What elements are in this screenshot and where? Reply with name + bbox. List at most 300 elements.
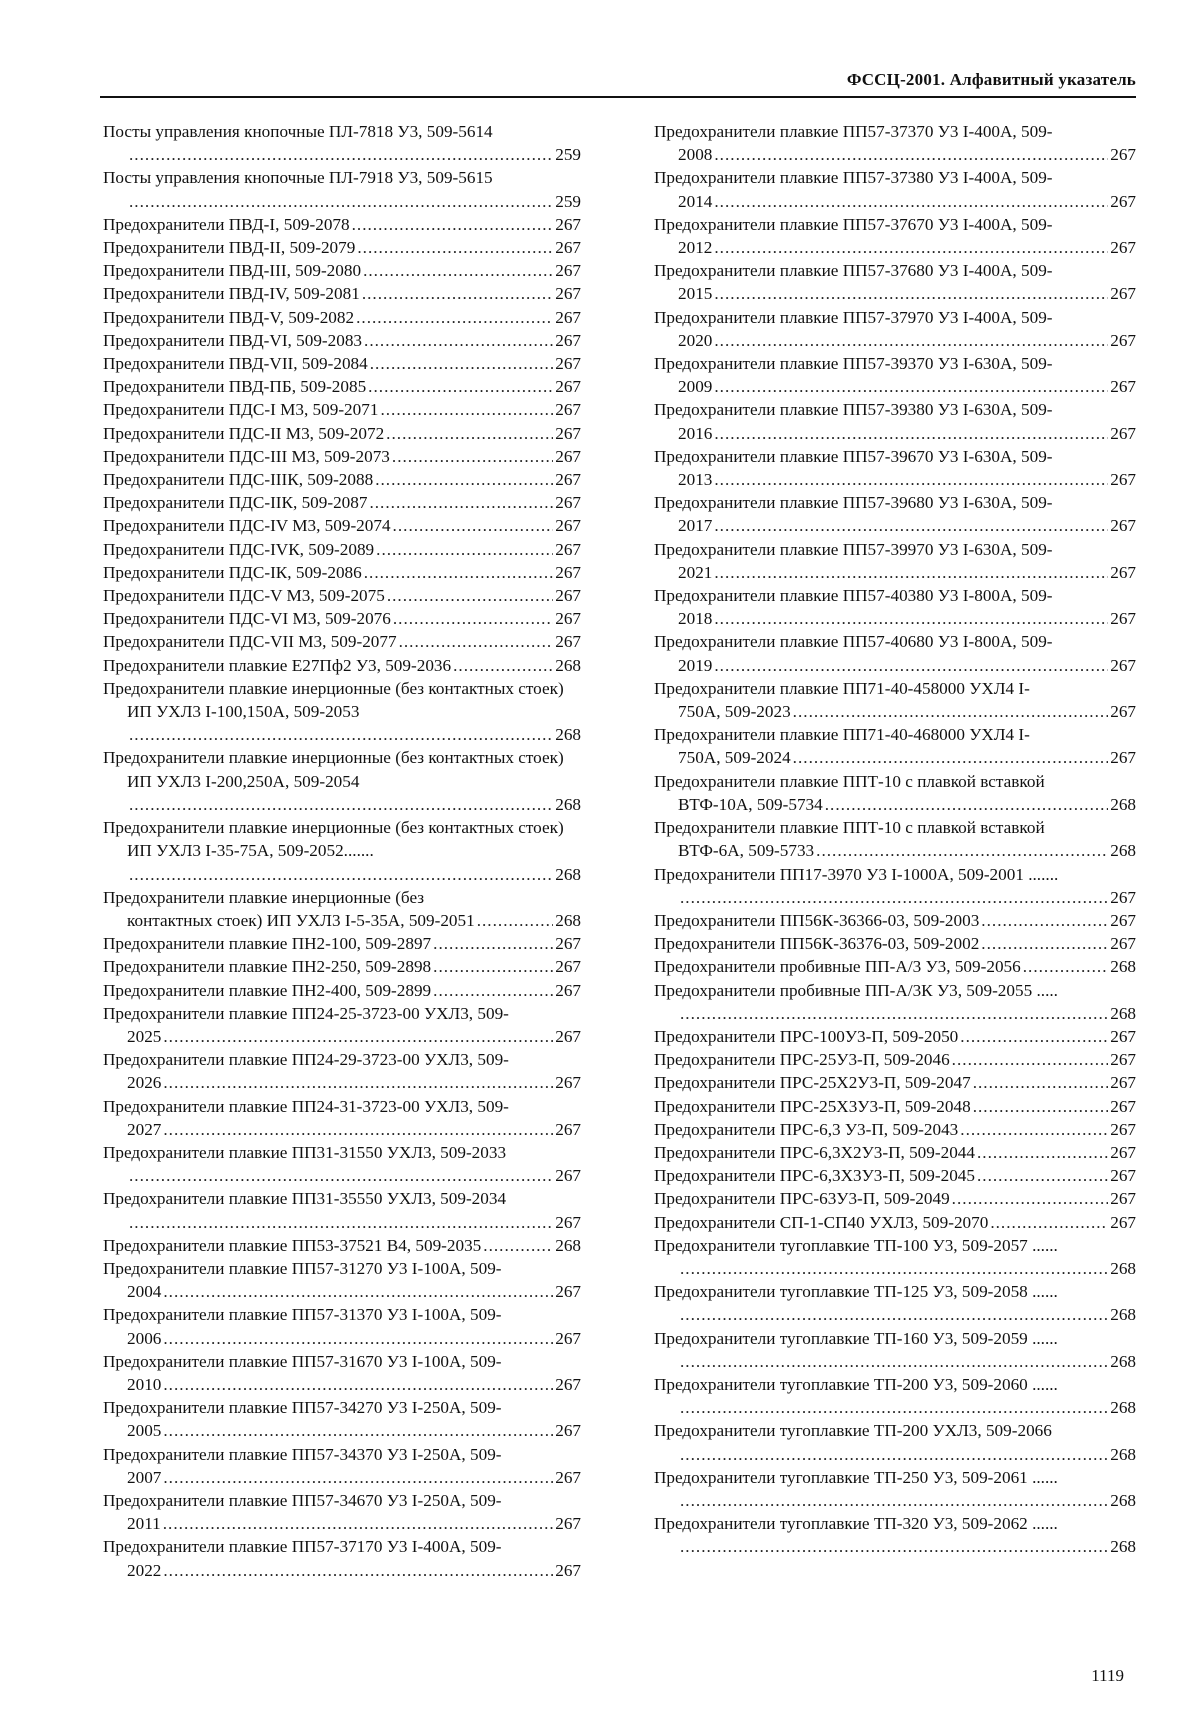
entry-leader bbox=[678, 746, 1136, 769]
index-entry bbox=[103, 955, 581, 978]
entry-title: Предохранители ПДС-IIIК, 509-2088 bbox=[103, 470, 374, 490]
dot-leader bbox=[981, 909, 1108, 932]
index-entry bbox=[654, 1071, 1136, 1094]
index-entry bbox=[103, 375, 581, 398]
entry-title: Предохранители плавкие ПП57-31270 У3 I-100А, 509- bbox=[103, 1258, 502, 1278]
entry-leader bbox=[103, 306, 581, 329]
dot-leader bbox=[399, 630, 554, 653]
entry-title: Предохранители плавкие ПН2-250, 509-2898 bbox=[103, 957, 432, 977]
entry-title: Предохранители плавкие ПН2-100, 509-2897 bbox=[103, 934, 432, 954]
entry-title-continued: 2015 bbox=[678, 284, 713, 304]
dot-leader bbox=[952, 1187, 1109, 1210]
entry-page: 259 bbox=[555, 145, 581, 165]
entry-title: Предохранители плавкие ПП57-34370 У3 I-250А, 509- bbox=[103, 1444, 502, 1464]
entry-leader bbox=[127, 1466, 581, 1489]
entry-title: Предохранители ПРС-25Х3У3-П, 509-2048 bbox=[654, 1096, 971, 1116]
entry-leader bbox=[127, 1280, 581, 1303]
entry-title-continued: 2012 bbox=[678, 238, 713, 258]
dot-leader bbox=[680, 1002, 1108, 1025]
entry-page: 267 bbox=[555, 957, 581, 977]
entry-title: Предохранители плавкие ПП57-37670 У3 I-400А, 509- bbox=[654, 214, 1053, 234]
index-entry bbox=[654, 491, 1136, 537]
entry-leader bbox=[678, 190, 1136, 213]
entry-leader bbox=[103, 932, 581, 955]
index-entry bbox=[103, 607, 581, 630]
entry-title: Предохранители тугоплавкие ТП-160 У3, 509-2059 ...... bbox=[654, 1328, 1058, 1348]
entry-title-continued: 2014 bbox=[678, 191, 713, 211]
entry-title: Предохранители ПДС-IК, 509-2086 bbox=[103, 562, 362, 582]
index-entry bbox=[103, 1141, 581, 1187]
entry-page: 259 bbox=[555, 191, 581, 211]
index-entry bbox=[103, 1257, 581, 1303]
entry-title: Предохранители плавкие инерционные (без контактных стоек) ИП УХЛ3 I-200,250А, 509-2054 bbox=[103, 748, 564, 791]
entry-title: Предохранители ПВД-ПБ, 509-2085 bbox=[103, 377, 367, 397]
index-entry bbox=[103, 236, 581, 259]
index-entry bbox=[103, 422, 581, 445]
entry-leader bbox=[654, 932, 1136, 955]
dot-leader bbox=[380, 398, 553, 421]
entry-page: 268 bbox=[555, 1235, 581, 1255]
index-entry bbox=[103, 259, 581, 282]
entry-title: Предохранители ПДС-IV М3, 509-2074 bbox=[103, 516, 391, 536]
entry-page: 268 bbox=[1110, 1444, 1136, 1464]
index-entry bbox=[103, 514, 581, 537]
entry-title-continued: 2021 bbox=[678, 562, 713, 582]
index-entry bbox=[654, 1118, 1136, 1141]
entry-title: Предохранители плавкие ПП57-39370 У3 I-630А, 509- bbox=[654, 354, 1053, 374]
dot-leader bbox=[163, 1071, 553, 1094]
entry-leader bbox=[127, 1512, 581, 1535]
index-entry bbox=[654, 1234, 1136, 1280]
entry-title-continued: 2027 bbox=[127, 1119, 162, 1139]
index-entry bbox=[103, 491, 581, 514]
entry-title: Предохранители ПВД-III, 509-2080 bbox=[103, 261, 362, 281]
entry-page: 267 bbox=[1110, 910, 1136, 930]
entry-title: Предохранители плавкие ПП57-37970 У3 I-400А, 509- bbox=[654, 307, 1053, 327]
dot-leader bbox=[952, 1048, 1109, 1071]
entry-leader bbox=[103, 468, 581, 491]
dot-leader bbox=[163, 1559, 553, 1582]
entry-page: 268 bbox=[1110, 1490, 1136, 1510]
entry-leader bbox=[103, 236, 581, 259]
entry-page: 267 bbox=[1110, 934, 1136, 954]
entry-page: 267 bbox=[1110, 655, 1136, 675]
entry-leader bbox=[127, 1164, 581, 1187]
entry-leader bbox=[127, 909, 581, 932]
entry-leader bbox=[654, 1211, 1136, 1234]
entry-title: Предохранители ПРС-25У3-П, 509-2046 bbox=[654, 1050, 950, 1070]
entry-title-continued: 2016 bbox=[678, 423, 713, 443]
entry-leader bbox=[678, 700, 1136, 723]
entry-leader bbox=[678, 886, 1136, 909]
dot-leader bbox=[433, 979, 553, 1002]
entry-title: Предохранители плавкие ПП24-31-3723-00 УХЛ3, 509- bbox=[103, 1096, 509, 1116]
dot-leader bbox=[714, 607, 1108, 630]
header-title: ФССЦ-2001. Алфавитный указатель bbox=[846, 70, 1136, 89]
entry-title: Предохранители ПП56К-36366-03, 509-2003 bbox=[654, 910, 980, 930]
entry-leader bbox=[654, 955, 1136, 978]
entry-leader bbox=[678, 1443, 1136, 1466]
index-entry bbox=[103, 468, 581, 491]
entry-page: 268 bbox=[1110, 841, 1136, 861]
entry-title: Предохранители плавкие ПП31-35550 УХЛ3, 509-2034 bbox=[103, 1189, 507, 1209]
index-entry bbox=[103, 886, 581, 932]
dot-leader bbox=[825, 793, 1108, 816]
entry-leader bbox=[103, 955, 581, 978]
dot-leader bbox=[680, 1535, 1108, 1558]
entry-page: 267 bbox=[555, 1026, 581, 1046]
entry-title: Предохранители плавкие ПП57-37370 У3 I-400А, 509- bbox=[654, 122, 1053, 141]
dot-leader bbox=[163, 1280, 553, 1303]
entry-title: Предохранители ПРС-6,3Х3У3-П, 509-2045 bbox=[654, 1166, 975, 1186]
entry-leader bbox=[103, 259, 581, 282]
entry-title: Предохранители плавкие инерционные (без контактных стоек) ИП УХЛ3 I-35-75А, 509-2052....... bbox=[103, 818, 564, 861]
dot-leader bbox=[163, 1373, 553, 1396]
page-number: 1119 bbox=[1091, 1666, 1124, 1685]
index-entry bbox=[654, 932, 1136, 955]
index-entry bbox=[654, 1025, 1136, 1048]
index-entry bbox=[103, 816, 581, 886]
entry-page: 267 bbox=[555, 632, 581, 652]
index-entry bbox=[103, 306, 581, 329]
entry-leader bbox=[127, 1211, 581, 1234]
entry-leader bbox=[127, 1025, 581, 1048]
entry-page: 267 bbox=[555, 1421, 581, 1441]
entry-leader bbox=[678, 1257, 1136, 1280]
entry-leader bbox=[678, 561, 1136, 584]
entry-title: Предохранители плавкие инерционные (без bbox=[103, 887, 425, 907]
dot-leader bbox=[793, 700, 1109, 723]
entry-page: 267 bbox=[555, 562, 581, 582]
entry-page: 267 bbox=[1110, 1212, 1136, 1232]
entry-title: Предохранители тугоплавкие ТП-200 УХЛ3, 509-2066 bbox=[654, 1421, 1052, 1441]
entry-page: 267 bbox=[1110, 1026, 1136, 1046]
index-entry bbox=[103, 1187, 581, 1233]
entry-title: Предохранители ПВД-VI, 509-2083 bbox=[103, 330, 363, 350]
index-entry bbox=[654, 120, 1136, 166]
entry-page: 267 bbox=[555, 1467, 581, 1487]
entry-leader bbox=[654, 1071, 1136, 1094]
entry-title: Предохранители тугоплавкие ТП-320 У3, 509-2062 ...... bbox=[654, 1514, 1058, 1534]
dot-leader bbox=[973, 1095, 1109, 1118]
index-entry bbox=[654, 677, 1136, 723]
dot-leader bbox=[364, 329, 553, 352]
entry-page: 267 bbox=[555, 214, 581, 234]
dot-leader bbox=[163, 1466, 553, 1489]
index-entry bbox=[654, 1211, 1136, 1234]
dot-leader bbox=[714, 375, 1108, 398]
dot-leader bbox=[392, 445, 553, 468]
index-entry bbox=[654, 1095, 1136, 1118]
entry-title-continued: ВТФ-6А, 509-5733 bbox=[678, 841, 815, 861]
entry-page: 267 bbox=[1110, 1073, 1136, 1093]
dot-leader bbox=[714, 514, 1108, 537]
entry-leader bbox=[678, 1489, 1136, 1512]
entry-title: Предохранители ПДС-II М3, 509-2072 bbox=[103, 423, 385, 443]
index-entry bbox=[103, 1048, 581, 1094]
entry-title: Предохранители плавкие ПП71-40-458000 УХЛ4 I- bbox=[654, 678, 1030, 698]
entry-leader bbox=[678, 422, 1136, 445]
entry-title-continued: 750А, 509-2024 bbox=[678, 748, 791, 768]
entry-leader bbox=[678, 236, 1136, 259]
entry-page: 267 bbox=[555, 330, 581, 350]
entry-title: Предохранители ПДС-IVК, 509-2089 bbox=[103, 539, 375, 559]
entry-leader bbox=[678, 282, 1136, 305]
entry-leader bbox=[654, 1187, 1136, 1210]
dot-leader bbox=[375, 468, 553, 491]
entry-leader bbox=[678, 654, 1136, 677]
entry-page: 267 bbox=[1110, 145, 1136, 165]
index-entry bbox=[103, 654, 581, 677]
dot-leader bbox=[973, 1071, 1109, 1094]
entry-leader bbox=[103, 445, 581, 468]
entry-page: 268 bbox=[555, 794, 581, 814]
dot-leader bbox=[714, 654, 1108, 677]
index-entry bbox=[654, 955, 1136, 978]
entry-page: 267 bbox=[1110, 516, 1136, 536]
index-entry bbox=[654, 979, 1136, 1025]
entry-page: 267 bbox=[555, 586, 581, 606]
index-entry bbox=[654, 1187, 1136, 1210]
entry-title: Предохранители ПВД-VII, 509-2084 bbox=[103, 354, 368, 374]
entry-leader bbox=[103, 607, 581, 630]
dot-leader bbox=[714, 282, 1108, 305]
entry-title: Предохранители ПВД-IV, 509-2081 bbox=[103, 284, 360, 304]
entry-title-continued: 2013 bbox=[678, 470, 713, 490]
entry-title: Предохранители ПРС-63У3-П, 509-2049 bbox=[654, 1189, 950, 1209]
dot-leader bbox=[714, 422, 1108, 445]
entry-page: 267 bbox=[1110, 748, 1136, 768]
index-entry bbox=[103, 1535, 581, 1581]
entry-title: Предохранители плавкие Е27Пф2 У3, 509-2036 bbox=[103, 655, 452, 675]
index-entry bbox=[654, 538, 1136, 584]
entry-page: 267 bbox=[555, 423, 581, 443]
entry-leader bbox=[678, 839, 1136, 862]
entry-leader bbox=[103, 654, 581, 677]
entry-leader bbox=[103, 538, 581, 561]
entry-page: 267 bbox=[555, 1328, 581, 1348]
entry-title: Предохранители ПДС-VII М3, 509-2077 bbox=[103, 632, 397, 652]
entry-title: Предохранители ПРС-6,3Х2У3-П, 509-2044 bbox=[654, 1142, 975, 1162]
dot-leader bbox=[714, 561, 1108, 584]
dot-leader bbox=[714, 468, 1108, 491]
entry-title-continued: 2018 bbox=[678, 609, 713, 629]
index-entry bbox=[103, 1443, 581, 1489]
entry-page: 267 bbox=[1110, 1050, 1136, 1070]
entry-page: 267 bbox=[555, 284, 581, 304]
entry-page: 268 bbox=[555, 725, 581, 745]
entry-title: Предохранители плавкие ПП57-37170 У3 I-400А, 509- bbox=[103, 1537, 502, 1557]
index-entry bbox=[103, 1489, 581, 1535]
entry-title: Предохранители плавкие ПП53-37521 В4, 509-2035 bbox=[103, 1235, 482, 1255]
index-entry bbox=[103, 1350, 581, 1396]
dot-leader bbox=[960, 1118, 1108, 1141]
index-entry bbox=[654, 1327, 1136, 1373]
entry-page: 267 bbox=[555, 377, 581, 397]
entry-title: Предохранители плавкие ПП24-29-3723-00 УХЛ3, 509- bbox=[103, 1050, 509, 1070]
entry-title: Предохранители плавкие ПН2-400, 509-2899 bbox=[103, 980, 432, 1000]
entry-title: Предохранители ПРС-25Х2У3-П, 509-2047 bbox=[654, 1073, 971, 1093]
entry-title: Предохранители ПВД-V, 509-2082 bbox=[103, 307, 355, 327]
index-entry bbox=[654, 398, 1136, 444]
entry-leader bbox=[127, 1419, 581, 1442]
index-entry bbox=[654, 1419, 1136, 1465]
index-entry bbox=[103, 932, 581, 955]
entry-page: 267 bbox=[555, 470, 581, 490]
index-entry bbox=[654, 1164, 1136, 1187]
entry-title: Предохранители тугоплавкие ТП-100 У3, 509-2057 ...... bbox=[654, 1235, 1058, 1255]
entry-page: 267 bbox=[1110, 191, 1136, 211]
index-entry bbox=[654, 1048, 1136, 1071]
entry-title-continued: 2017 bbox=[678, 516, 713, 536]
index-entry bbox=[654, 306, 1136, 352]
dot-leader bbox=[369, 491, 553, 514]
entry-page: 267 bbox=[1110, 1096, 1136, 1116]
entry-page: 267 bbox=[555, 493, 581, 513]
dot-leader bbox=[680, 1303, 1108, 1326]
dot-leader bbox=[352, 213, 554, 236]
index-entry bbox=[103, 352, 581, 375]
entry-leader bbox=[127, 1071, 581, 1094]
index-entry bbox=[103, 445, 581, 468]
entry-title: Посты управления кнопочные ПЛ-7918 У3, 509-5615 bbox=[103, 168, 493, 188]
entry-leader bbox=[654, 1164, 1136, 1187]
dot-leader bbox=[129, 723, 553, 746]
index-entry bbox=[654, 909, 1136, 932]
index-entry bbox=[654, 630, 1136, 676]
entry-title: Предохранители плавкие ПП57-39380 У3 I-630А, 509- bbox=[654, 400, 1053, 420]
index-entry bbox=[654, 259, 1136, 305]
entry-leader bbox=[103, 352, 581, 375]
entry-leader bbox=[127, 1327, 581, 1350]
entry-leader bbox=[127, 143, 581, 166]
index-entry bbox=[654, 213, 1136, 259]
index-entry bbox=[654, 1466, 1136, 1512]
entry-page: 267 bbox=[1110, 423, 1136, 443]
dot-leader bbox=[393, 607, 553, 630]
entry-title: Предохранители ПДС-V М3, 509-2075 bbox=[103, 586, 385, 606]
entry-leader bbox=[127, 1559, 581, 1582]
entry-page: 267 bbox=[1110, 562, 1136, 582]
index-entry bbox=[103, 1095, 581, 1141]
entry-page: 267 bbox=[555, 261, 581, 281]
entry-page: 267 bbox=[1110, 1142, 1136, 1162]
dot-leader bbox=[362, 282, 553, 305]
dot-leader bbox=[981, 932, 1108, 955]
entry-title: Предохранители плавкие ПП57-37380 У3 I-400А, 509- bbox=[654, 168, 1053, 188]
entry-leader bbox=[103, 375, 581, 398]
entry-title-continued: 2009 bbox=[678, 377, 713, 397]
dot-leader bbox=[364, 561, 553, 584]
entry-leader bbox=[103, 1234, 581, 1257]
entry-title: Предохранители плавкие инерционные (без контактных стоек) ИП УХЛ3 I-100,150А, 509-2053 bbox=[103, 678, 564, 722]
entry-leader bbox=[654, 1025, 1136, 1048]
entry-title: Посты управления кнопочные ПЛ-7818 У3, 509-5614 bbox=[103, 122, 493, 141]
entry-title: Предохранители ПВД-II, 509-2079 bbox=[103, 238, 356, 258]
dot-leader bbox=[163, 1419, 553, 1442]
entry-page: 267 bbox=[555, 1119, 581, 1139]
entry-leader bbox=[103, 561, 581, 584]
entry-title: Предохранители тугоплавкие ТП-200 У3, 509-2060 ...... bbox=[654, 1374, 1058, 1394]
dot-leader bbox=[163, 1025, 553, 1048]
dot-leader bbox=[680, 1396, 1108, 1419]
entry-page: 268 bbox=[1110, 1351, 1136, 1371]
entry-leader bbox=[103, 213, 581, 236]
entry-page: 267 bbox=[555, 1560, 581, 1580]
index-entry bbox=[103, 1303, 581, 1349]
entry-page: 267 bbox=[1110, 887, 1136, 907]
entry-title: Предохранители пробивные ПП-А/3 У3, 509-2056 bbox=[654, 957, 1021, 977]
entry-page: 267 bbox=[555, 539, 581, 559]
running-header bbox=[100, 66, 1136, 98]
entry-title: Предохранители плавкие ППТ-10 с плавкой вставкой bbox=[654, 818, 1045, 838]
entry-page: 267 bbox=[555, 1282, 581, 1302]
entry-leader bbox=[103, 630, 581, 653]
entry-leader bbox=[654, 1048, 1136, 1071]
index-entry bbox=[654, 352, 1136, 398]
entry-title: Предохранители ПРС-6,3 У3-П, 509-2043 bbox=[654, 1119, 959, 1139]
entry-title-continued: ВТФ-10А, 509-5734 bbox=[678, 794, 823, 814]
entry-leader bbox=[678, 143, 1136, 166]
entry-page: 267 bbox=[1110, 1119, 1136, 1139]
dot-leader bbox=[714, 143, 1108, 166]
entry-leader bbox=[654, 1118, 1136, 1141]
entry-page: 267 bbox=[555, 1374, 581, 1394]
dot-leader bbox=[477, 909, 554, 932]
entry-leader bbox=[678, 607, 1136, 630]
dot-leader bbox=[977, 1141, 1108, 1164]
entry-leader bbox=[103, 398, 581, 421]
dot-leader bbox=[163, 1512, 553, 1535]
entry-title: Предохранители плавкие ПП57-40380 У3 I-800А, 509- bbox=[654, 586, 1053, 606]
index-entry bbox=[103, 398, 581, 421]
index-entry bbox=[654, 770, 1136, 816]
index-entry bbox=[654, 1512, 1136, 1558]
entry-title: Предохранители плавкие ПП57-31670 У3 I-100А, 509- bbox=[103, 1351, 502, 1371]
dot-leader bbox=[129, 793, 553, 816]
entry-leader bbox=[678, 514, 1136, 537]
entry-title-continued: 2006 bbox=[127, 1328, 162, 1348]
entry-title: Предохранители ПДС-I М3, 509-2071 bbox=[103, 400, 379, 420]
entry-title: Предохранители ПВД-I, 509-2078 bbox=[103, 214, 350, 234]
entry-page: 267 bbox=[555, 516, 581, 536]
entry-leader bbox=[678, 329, 1136, 352]
entry-page: 267 bbox=[555, 238, 581, 258]
index-entry bbox=[654, 723, 1136, 769]
dot-leader bbox=[129, 1211, 553, 1234]
entry-leader bbox=[654, 1095, 1136, 1118]
entry-page: 267 bbox=[1110, 284, 1136, 304]
dot-leader bbox=[368, 375, 553, 398]
dot-leader bbox=[680, 886, 1108, 909]
dot-leader bbox=[816, 839, 1108, 862]
entry-title: Предохранители плавкие ППТ-10 с плавкой вставкой bbox=[654, 771, 1045, 791]
dot-leader bbox=[387, 584, 553, 607]
dot-leader bbox=[680, 1443, 1108, 1466]
entry-leader bbox=[678, 1535, 1136, 1558]
index-entry bbox=[654, 584, 1136, 630]
entry-title: Предохранители тугоплавкие ТП-125 У3, 509-2058 ...... bbox=[654, 1282, 1058, 1302]
entry-title-continued: 2025 bbox=[127, 1026, 162, 1046]
index-entry bbox=[103, 677, 581, 747]
entry-page: 268 bbox=[1110, 1398, 1136, 1418]
entry-page: 267 bbox=[555, 1212, 581, 1232]
index-entry bbox=[654, 1280, 1136, 1326]
entry-title: Предохранители плавкие ПП57-34670 У3 I-250А, 509- bbox=[103, 1490, 502, 1510]
entry-title: Предохранители ПРС-100У3-П, 509-2050 bbox=[654, 1026, 959, 1046]
entry-title: Предохранители ПДС-IIК, 509-2087 bbox=[103, 493, 368, 513]
entry-title: Предохранители ПП17-3970 У3 I-1000А, 509-2001 ....... bbox=[654, 864, 1059, 884]
